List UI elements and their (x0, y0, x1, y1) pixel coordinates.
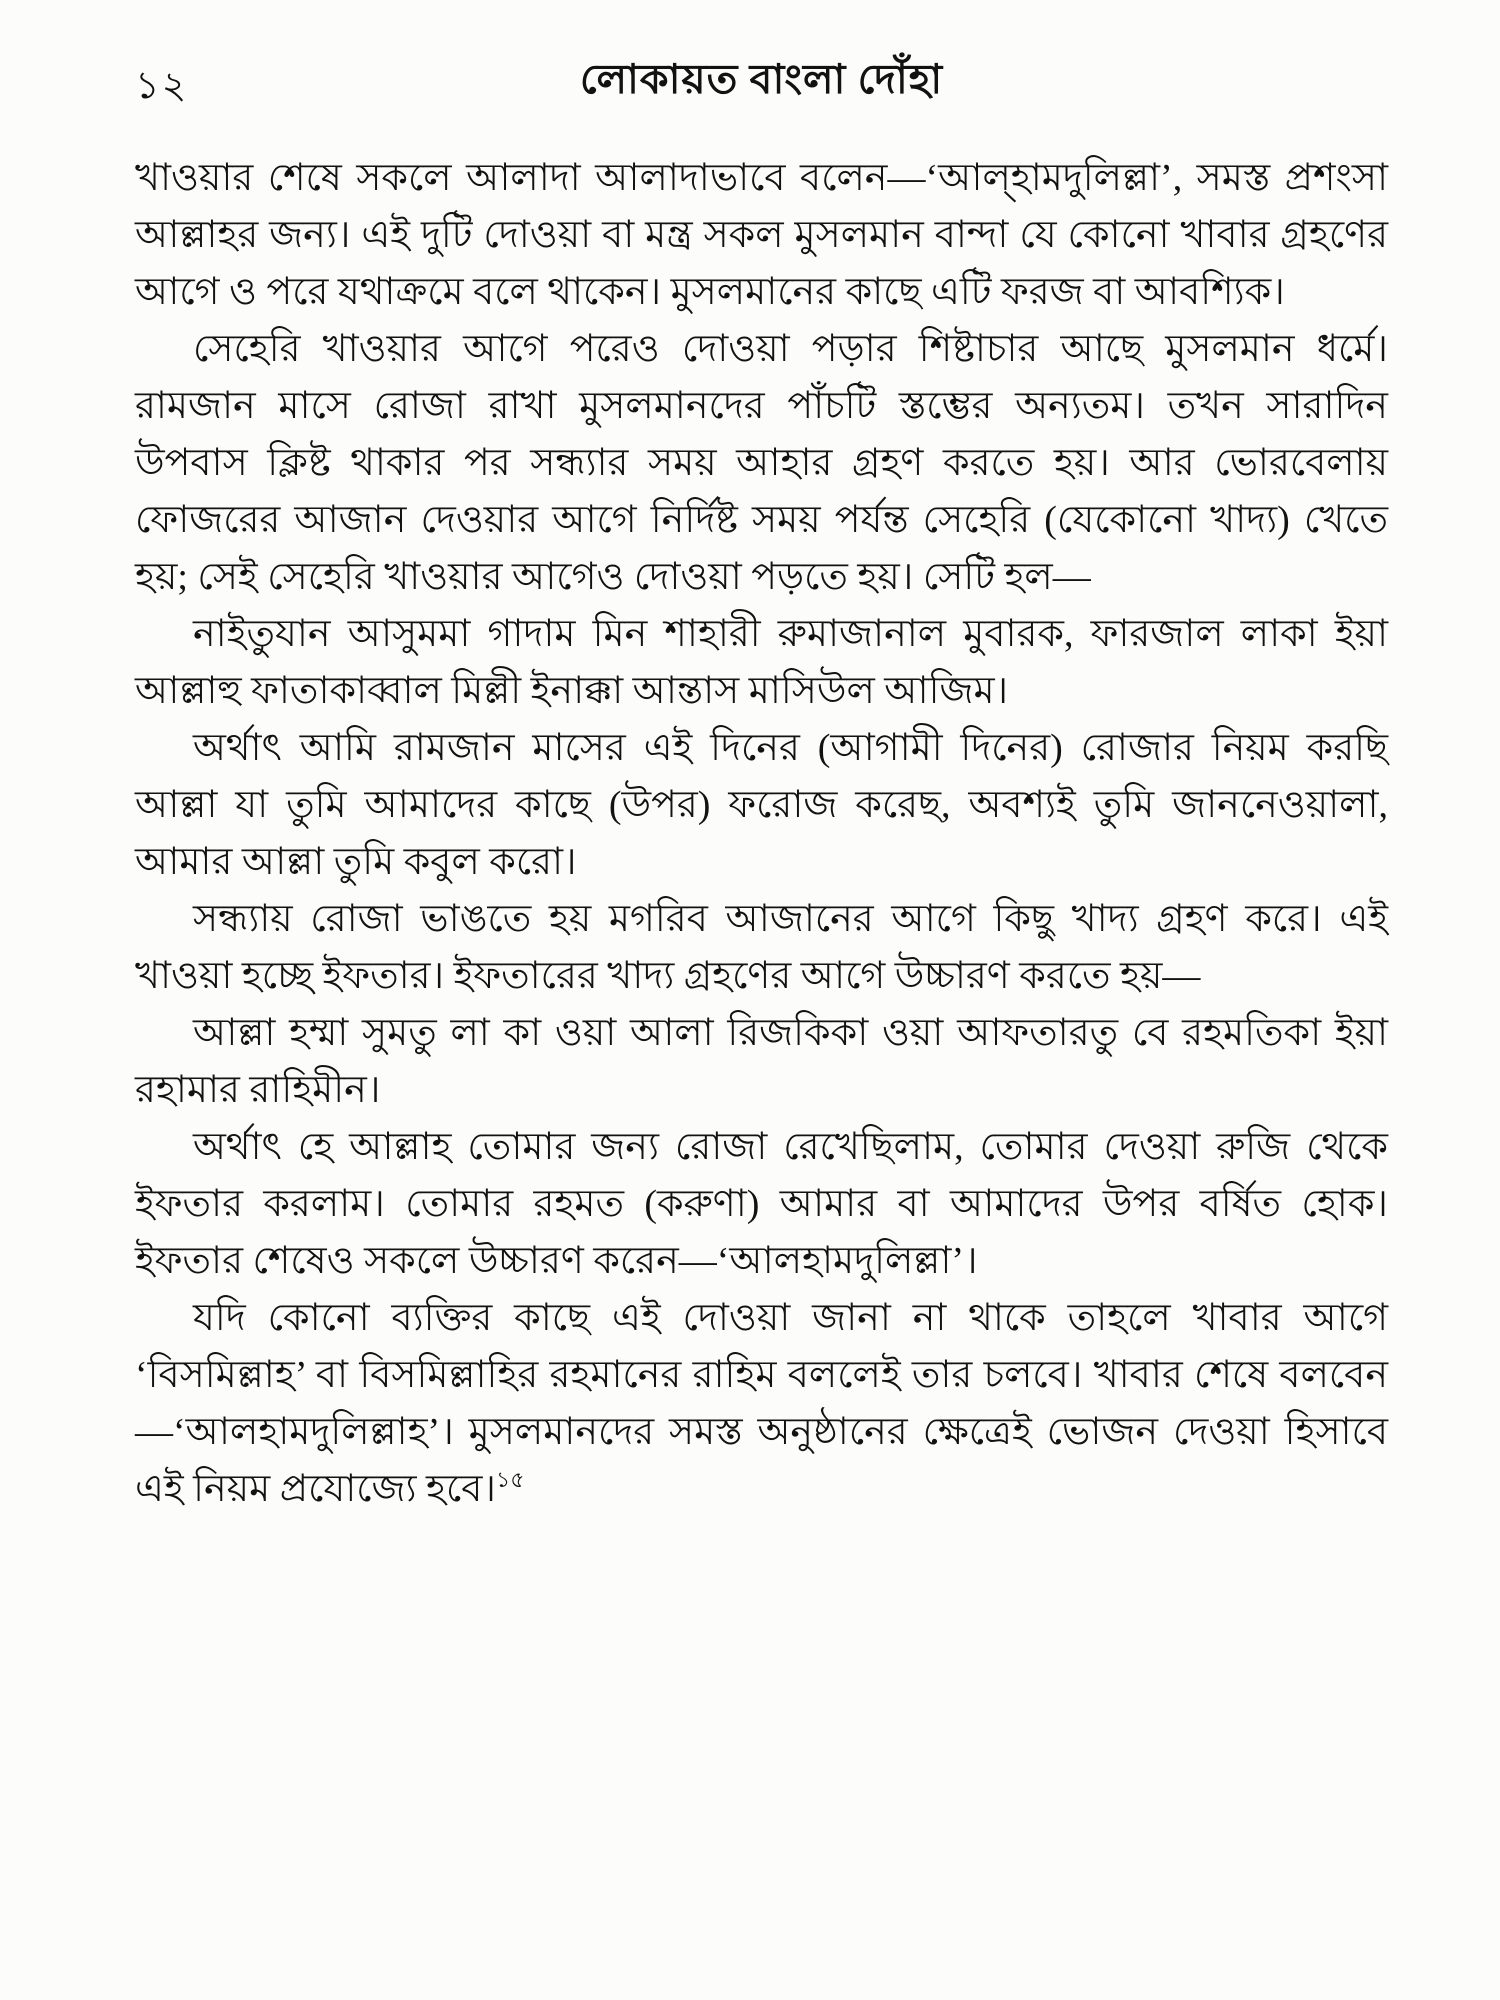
body-text (135, 150, 1388, 1518)
footnote-marker: ১৫ (496, 1467, 525, 1492)
paragraph-iftar-dua-meaning: অর্থাৎ হে আল্লাহ তোমার জন্য রোজা রেখেছিলাম, তোমার দেওয়া রুজি থেকে ইফতার করলাম। তোমার রহমত (করুণা) আমার বা আমাদের উপর বর্ষিত হোক। ইফতার শেষেও সকলে উচ্চারণ করেন—‘আলহামদুলিল্লা’। (135, 1126, 1388, 1282)
paragraph-continuation: খাওয়ার শেষে সকলে আলাদা আলাদাভাবে বলেন—‘আল্‌হামদুলিল্লা’, সমস্ত প্রশংসা আল্লাহর জন্য। এই দুটি দোওয়া বা মন্ত্র সকল মুসলমান বান্দা যে কোনো খাবার গ্রহণের আগে ও পরে যথাক্রমে বলে থাকেন। মুসলমানের কাছে এটি ফরজ বা আবশ্যিক। (135, 157, 1388, 313)
page-number: ১২ (135, 65, 189, 107)
running-header-title: লোকায়ত বাংলা দোঁহা (579, 56, 944, 102)
page-header (135, 48, 1388, 108)
paragraph-iftar-dua: আল্লা হম্মা সুমতু লা কা ওয়া আলা রিজকিকা ওয়া আফতারতু বে রহমতিকা ইয়া রহামার রাহিমীন। (135, 1012, 1388, 1111)
paragraph-sehri-dua-meaning: অর্থাৎ আমি রামজান মাসের এই দিনের (আগামী দিনের) রোজার নিয়ম করছি আল্লা যা তুমি আমাদের কাছে (উপর) ফরোজ করেছ, অবশ্যই তুমি জাননেওয়ালা, আমার আল্লা তুমি কবুল করো। (135, 727, 1388, 883)
paragraph-sehri-dua: নাইতুযান আসুমমা গাদাম মিন শাহারী রুমাজানাল মুবারক, ফারজাল লাকা ইয়া আল্লাহু ফাতাকাব্বাল মিল্লী ইনাক্কা আন্তাস মাসিউল আজিম। (135, 613, 1388, 712)
paragraph-sehri-intro: সেহেরি খাওয়ার আগে পরেও দোওয়া পড়ার শিষ্টাচার আছে মুসলমান ধর্মে। রামজান মাসে রোজা রাখা মুসলমানদের পাঁচটি স্তম্ভের অন্যতম। তখন সারাদিন উপবাস ক্লিষ্ট থাকার পর সন্ধ্যার সময় আহার গ্রহণ করতে হয়। আর ভোরবেলায় ফোজরের আজান দেওয়ার আগে নির্দিষ্ট সময় পর্যন্ত সেহেরি (যেকোনো খাদ্য) খেতে হয়; সেই সেহেরি খাওয়ার আগেও দোওয়া পড়তে হয়। সেটি হল— (135, 328, 1388, 598)
paragraph-closing (135, 1290, 1388, 1518)
paragraph-closing-text: যদি কোনো ব্যক্তির কাছে এই দোওয়া জানা না থাকে তাহলে খাবার আগে ‘বিসমিল্লাহ’ বা বিসমিল্লাহির রহমানের রাহিম বললেই তার চলবে। খাবার শেষে বলবেন—‘আলহামদুলিল্লাহ’। মুসলমানদের সমস্ত অনুষ্ঠানের ক্ষেত্রেই ভোজন দেওয়া হিসাবে এই নিয়ম প্রযোজ্যে হবে। (135, 1297, 1388, 1510)
paragraph-iftar-intro: সন্ধ্যায় রোজা ভাঙতে হয় মগরিব আজানের আগে কিছু খাদ্য গ্রহণ করে। এই খাওয়া হচ্ছে ইফতার। ইফতারের খাদ্য গ্রহণের আগে উচ্চারণ করতে হয়— (135, 898, 1388, 997)
